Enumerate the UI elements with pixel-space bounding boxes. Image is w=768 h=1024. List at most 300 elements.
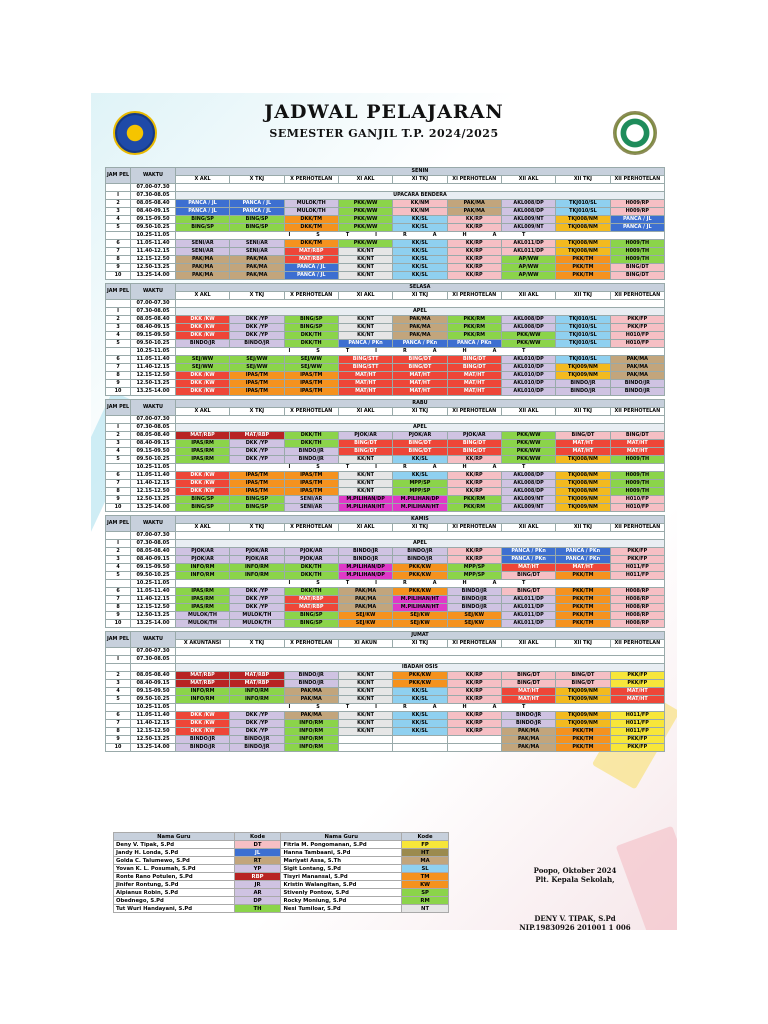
lesson-cell: PKK/TM bbox=[556, 612, 610, 620]
lesson-cell: BING/DT bbox=[393, 440, 447, 448]
lesson-cell: IPAS/TM bbox=[284, 380, 338, 388]
empty-cell bbox=[175, 300, 664, 308]
lesson-cell: IPAS/TM bbox=[230, 480, 284, 488]
lesson-cell: KK/NT bbox=[338, 712, 392, 720]
period-time bbox=[131, 664, 176, 672]
day-name: SENIN bbox=[175, 168, 664, 176]
period-number: 5 bbox=[106, 572, 131, 580]
lesson-cell: M.PILIHAN/HT bbox=[338, 504, 392, 512]
lesson-cell: TKJ009/NM bbox=[556, 720, 610, 728]
lesson-cell: PKK/RM bbox=[447, 496, 501, 504]
lesson-cell: PAK/MA bbox=[230, 272, 284, 280]
lesson-cell: BINDO/JR bbox=[284, 672, 338, 680]
empty-cell bbox=[175, 532, 664, 540]
lesson-cell: PKK/FP bbox=[610, 680, 664, 688]
table-row bbox=[106, 480, 665, 488]
lesson-cell: MAT/HT bbox=[338, 380, 392, 388]
day-block bbox=[105, 515, 665, 628]
lesson-cell: MAT/RBP bbox=[175, 432, 229, 440]
lesson-cell: H009/TH bbox=[610, 480, 664, 488]
period-number: 3 bbox=[106, 556, 131, 564]
table-row bbox=[106, 332, 665, 340]
lesson-cell: IPAS/RM bbox=[175, 456, 229, 464]
class-header-row bbox=[106, 524, 665, 532]
day-name: KAMIS bbox=[175, 516, 664, 524]
lesson-cell: SEJ/KW bbox=[447, 612, 501, 620]
waktu-header: WAKTU bbox=[131, 632, 176, 648]
period-number: 2 bbox=[106, 316, 131, 324]
lesson-cell: PANCA / JL bbox=[284, 264, 338, 272]
lesson-cell: IPAS/TM bbox=[230, 388, 284, 396]
legend-row bbox=[114, 841, 449, 849]
lesson-cell: KK/SL bbox=[393, 248, 447, 256]
lesson-cell: PKK/KW bbox=[393, 672, 447, 680]
schedule-table bbox=[105, 399, 665, 512]
class-header: X PERHOTELAN bbox=[284, 640, 338, 648]
class-header-row bbox=[106, 176, 665, 184]
lesson-cell: AKL009/NT bbox=[501, 224, 555, 232]
lesson-cell: BING/DT bbox=[393, 448, 447, 456]
lesson-cell: SEJ/KW bbox=[393, 620, 447, 628]
period-time: 08.05-08.40 bbox=[131, 672, 176, 680]
day-block bbox=[105, 167, 665, 280]
empty-cell bbox=[175, 648, 664, 656]
lesson-cell: SENI/AR bbox=[175, 248, 229, 256]
lesson-cell: DKK /YP bbox=[230, 316, 284, 324]
lesson-cell: TKJ010/SL bbox=[556, 208, 610, 216]
class-header: XI PERHOTELAN bbox=[447, 408, 501, 416]
table-row bbox=[106, 704, 665, 712]
lesson-cell: AKL010/DP bbox=[501, 356, 555, 364]
table-row bbox=[106, 272, 665, 280]
lesson-cell: BING/DT bbox=[393, 364, 447, 372]
lesson-cell: KK/NT bbox=[338, 720, 392, 728]
teacher-code: JL bbox=[234, 849, 281, 857]
lesson-cell: KK/RP bbox=[447, 556, 501, 564]
lesson-cell: KK/RP bbox=[447, 248, 501, 256]
period-number: 7 bbox=[106, 364, 131, 372]
table-row bbox=[106, 564, 665, 572]
lesson-cell: KK/SL bbox=[393, 696, 447, 704]
class-header: XII AKL bbox=[501, 408, 555, 416]
lesson-cell: IPAS/TM bbox=[284, 472, 338, 480]
period-number: I bbox=[106, 540, 131, 548]
lesson-cell: PKK/WW bbox=[338, 208, 392, 216]
period-time: 08.40-09.15 bbox=[131, 440, 176, 448]
teacher-name: Fitria M. Pongomanan, S.Pd bbox=[281, 841, 402, 849]
table-row bbox=[106, 264, 665, 272]
lesson-cell: IPAS/TM bbox=[284, 488, 338, 496]
teacher-name: Mariyati Assa, S.Th bbox=[281, 857, 402, 865]
lesson-cell: TKJ010/SL bbox=[556, 340, 610, 348]
day-name: JUMAT bbox=[175, 632, 664, 640]
lesson-cell: PAK/MA bbox=[284, 712, 338, 720]
table-row bbox=[106, 216, 665, 224]
lesson-cell: AKL008/DP bbox=[501, 208, 555, 216]
lesson-cell: IPAS/RM bbox=[175, 448, 229, 456]
lesson-cell: BING/DT bbox=[556, 680, 610, 688]
lesson-cell: KK/RP bbox=[447, 264, 501, 272]
lesson-cell: DKK /KW bbox=[175, 316, 229, 324]
lesson-cell: MPP/SP bbox=[393, 488, 447, 496]
table-row bbox=[106, 532, 665, 540]
day-block bbox=[105, 283, 665, 396]
lesson-cell: AP/WW bbox=[501, 272, 555, 280]
period-time: 10.25-11.05 bbox=[131, 704, 176, 712]
table-row bbox=[106, 488, 665, 496]
period-number: 9 bbox=[106, 380, 131, 388]
lesson-cell: BING/SP bbox=[284, 324, 338, 332]
class-header: XI TKJ bbox=[393, 640, 447, 648]
lesson-cell: DKK /KW bbox=[175, 332, 229, 340]
lesson-cell: PKK/TM bbox=[556, 272, 610, 280]
table-row bbox=[106, 556, 665, 564]
lesson-cell: PAK/MA bbox=[501, 744, 555, 752]
lesson-cell: PANCA / PKn bbox=[447, 340, 501, 348]
lesson-cell: PJOK/AR bbox=[393, 432, 447, 440]
table-row bbox=[106, 472, 665, 480]
table-row bbox=[106, 184, 665, 192]
period-number: 3 bbox=[106, 208, 131, 216]
lesson-cell: INFO/RM bbox=[284, 744, 338, 752]
period-time: 11.40-12.15 bbox=[131, 596, 176, 604]
lesson-cell: KK/NT bbox=[338, 688, 392, 696]
lesson-cell: KK/RP bbox=[447, 688, 501, 696]
class-header: X PERHOTELAN bbox=[284, 408, 338, 416]
lesson-cell: TKJ008/NM bbox=[556, 480, 610, 488]
class-header: XII PERHOTELAN bbox=[610, 408, 664, 416]
lesson-cell: TKJ008/NM bbox=[556, 224, 610, 232]
lesson-cell: PANCA / JL bbox=[610, 224, 664, 232]
lesson-cell: TKJ009/NM bbox=[556, 364, 610, 372]
lesson-cell: MULOK/TH bbox=[230, 612, 284, 620]
lesson-cell: PKK/TM bbox=[556, 620, 610, 628]
lesson-cell: AKL008/DP bbox=[501, 200, 555, 208]
lesson-cell: H009/TH bbox=[610, 256, 664, 264]
period-number: 2 bbox=[106, 672, 131, 680]
lesson-cell: DKK/TH bbox=[284, 432, 338, 440]
lesson-cell: KK/NT bbox=[338, 696, 392, 704]
legend-header-cell: Nama Guru bbox=[281, 833, 402, 841]
lesson-cell: MAT/HT bbox=[610, 688, 664, 696]
class-header: XII AKL bbox=[501, 292, 555, 300]
lesson-cell: PKK/TM bbox=[556, 596, 610, 604]
teacher-name: Stivenly Pontow, S.Pd bbox=[281, 889, 402, 897]
lesson-cell: AKL008/DP bbox=[501, 324, 555, 332]
lesson-cell: KK/RP bbox=[447, 672, 501, 680]
lesson-cell: PAK/MA bbox=[338, 604, 392, 612]
lesson-cell: TKJ010/SL bbox=[556, 332, 610, 340]
lesson-cell: PKK/FP bbox=[610, 548, 664, 556]
lesson-cell: DKK /KW bbox=[175, 488, 229, 496]
lesson-cell: BINDO/JR bbox=[338, 556, 392, 564]
lesson-cell: KK/NT bbox=[338, 472, 392, 480]
lesson-cell: KK/SL bbox=[393, 456, 447, 464]
lesson-cell: BING/DT bbox=[501, 680, 555, 688]
lesson-cell: SEJ/KW bbox=[338, 620, 392, 628]
lesson-cell: H011/FP bbox=[610, 720, 664, 728]
lesson-cell: MAT/RBP bbox=[284, 604, 338, 612]
lesson-cell: IPAS/TM bbox=[230, 372, 284, 380]
lesson-cell: MAT/HT bbox=[393, 380, 447, 388]
lesson-cell: BINDO/JR bbox=[447, 604, 501, 612]
period-number: 6 bbox=[106, 240, 131, 248]
lesson-cell: PKK/WW bbox=[338, 224, 392, 232]
period-number bbox=[106, 664, 131, 672]
lesson-cell: PANCA / PKn bbox=[393, 340, 447, 348]
lesson-cell: KK/RP bbox=[447, 272, 501, 280]
lesson-cell: H008/RP bbox=[610, 612, 664, 620]
lesson-cell: KK/SL bbox=[393, 256, 447, 264]
lesson-cell: BING/DT bbox=[501, 672, 555, 680]
lesson-cell: H009/TH bbox=[610, 488, 664, 496]
place-date: Poopo, Oktober 2024 bbox=[533, 866, 617, 875]
legend-row bbox=[114, 905, 449, 913]
teacher-code: MA bbox=[402, 857, 449, 865]
lesson-cell: DKK /YP bbox=[230, 596, 284, 604]
lesson-cell: KK/RP bbox=[447, 712, 501, 720]
lesson-cell: TKJ008/NM bbox=[556, 248, 610, 256]
lesson-cell: DKK /KW bbox=[175, 712, 229, 720]
lesson-cell: SENI/AR bbox=[175, 240, 229, 248]
class-header: XII AKL bbox=[501, 176, 555, 184]
lesson-cell: PKK/TM bbox=[556, 264, 610, 272]
lesson-cell: INFO/RM bbox=[284, 720, 338, 728]
jam-header: JAM PEL bbox=[106, 400, 131, 416]
lesson-cell: AKL008/DP bbox=[501, 472, 555, 480]
lesson-cell: PJOK/AR bbox=[230, 548, 284, 556]
lesson-cell: PANCA / JL bbox=[175, 200, 229, 208]
teacher-name: Sigit Lontang, S.Pd bbox=[281, 865, 402, 873]
lesson-cell: KK/RP bbox=[447, 696, 501, 704]
period-time: 08.40-09.15 bbox=[131, 556, 176, 564]
page-title: JADWAL PELAJARAN bbox=[264, 101, 504, 123]
period-number: 4 bbox=[106, 216, 131, 224]
period-number: I bbox=[106, 656, 131, 664]
activity-label: IBADAH OSIS bbox=[175, 664, 664, 672]
lesson-cell: PKK/FP bbox=[610, 324, 664, 332]
table-row bbox=[106, 248, 665, 256]
table-row bbox=[106, 232, 665, 240]
lesson-cell: MULOK/TH bbox=[175, 612, 229, 620]
lesson-cell: KK/RP bbox=[447, 472, 501, 480]
lesson-cell: AKL009/NT bbox=[501, 216, 555, 224]
teacher-code: SP bbox=[402, 889, 449, 897]
class-header: X TKJ bbox=[230, 408, 284, 416]
lesson-cell: MAT/RBP bbox=[230, 680, 284, 688]
jam-header: JAM PEL bbox=[106, 516, 131, 532]
class-header: X AKL bbox=[175, 292, 229, 300]
lesson-cell: BINDO/JR bbox=[501, 712, 555, 720]
lesson-cell: SEJ/WW bbox=[284, 356, 338, 364]
activity-label: APEL bbox=[175, 424, 664, 432]
period-number: 10 bbox=[106, 388, 131, 396]
lesson-cell: H011/FP bbox=[610, 564, 664, 572]
lesson-cell: BINDO/JR bbox=[610, 380, 664, 388]
period-number bbox=[106, 184, 131, 192]
period-number: 3 bbox=[106, 680, 131, 688]
waktu-header: WAKTU bbox=[131, 168, 176, 184]
lesson-cell: IPAS/TM bbox=[230, 472, 284, 480]
activity-label: APEL bbox=[175, 540, 664, 548]
lesson-cell: AKL011/DP bbox=[501, 240, 555, 248]
lesson-cell: PJOK/AR bbox=[284, 548, 338, 556]
lesson-cell: MAT/HT bbox=[447, 372, 501, 380]
lesson-cell: KK/SL bbox=[393, 728, 447, 736]
class-header: XI AKL bbox=[338, 524, 392, 532]
signature-block bbox=[495, 866, 655, 930]
period-number: 8 bbox=[106, 256, 131, 264]
table-row bbox=[106, 192, 665, 200]
class-header: XI PERHOTELAN bbox=[447, 524, 501, 532]
signer-role: Plt. Kepala Sekolah, bbox=[535, 875, 615, 884]
table-row bbox=[106, 208, 665, 216]
lesson-cell: M.PILIHAN/DP bbox=[338, 572, 392, 580]
lesson-cell: KK/SL bbox=[393, 272, 447, 280]
lesson-cell: PANCA / PKn bbox=[556, 556, 610, 564]
period-number: 5 bbox=[106, 456, 131, 464]
period-time: 10.25-11.05 bbox=[131, 580, 176, 588]
lesson-cell: MAT/HT bbox=[556, 440, 610, 448]
lesson-cell: PAK/MA bbox=[230, 256, 284, 264]
lesson-cell: INFO/RM bbox=[175, 696, 229, 704]
lesson-cell: PKK/WW bbox=[338, 200, 392, 208]
lesson-cell: AKL009/NT bbox=[501, 496, 555, 504]
lesson-cell bbox=[447, 744, 501, 752]
lesson-cell: MAT/RBP bbox=[175, 672, 229, 680]
lesson-cell: BINDO/JR bbox=[556, 388, 610, 396]
class-header: X AKL bbox=[175, 176, 229, 184]
legend-row bbox=[114, 849, 449, 857]
empty-cell bbox=[175, 184, 664, 192]
lesson-cell: PANCA / JL bbox=[175, 208, 229, 216]
lesson-cell: PKK/WW bbox=[501, 432, 555, 440]
lesson-cell: PANCA / PKn bbox=[501, 556, 555, 564]
period-number: 7 bbox=[106, 596, 131, 604]
period-time: 07.00-07.30 bbox=[131, 532, 176, 540]
period-time: 10.25-11.05 bbox=[131, 232, 176, 240]
lesson-cell: H009/TH bbox=[610, 248, 664, 256]
lesson-cell: PKK/WW bbox=[338, 240, 392, 248]
period-time: 09.50-10.25 bbox=[131, 572, 176, 580]
period-time: 09.50-10.25 bbox=[131, 696, 176, 704]
class-header: XI AKL bbox=[338, 408, 392, 416]
period-number: 5 bbox=[106, 696, 131, 704]
period-number bbox=[106, 348, 131, 356]
teacher-name: Deny V. Tipak, S.Pd bbox=[114, 841, 235, 849]
lesson-cell: IPAS/TM bbox=[284, 388, 338, 396]
lesson-cell: MAT/HT bbox=[338, 372, 392, 380]
lesson-cell: MAT/HT bbox=[556, 448, 610, 456]
class-header-row bbox=[106, 640, 665, 648]
lesson-cell: IPAS/TM bbox=[230, 488, 284, 496]
period-time: 12.15-12.50 bbox=[131, 372, 176, 380]
lesson-cell: MAT/HT bbox=[610, 440, 664, 448]
lesson-cell: KK/SL bbox=[393, 264, 447, 272]
teacher-name: Ronte Rano Potulen, S.Pd bbox=[114, 873, 235, 881]
period-time: 07.00-07.30 bbox=[131, 416, 176, 424]
lesson-cell: TKJ010/SL bbox=[556, 356, 610, 364]
period-time: 09.15-09.50 bbox=[131, 332, 176, 340]
period-time: 08.40-09.15 bbox=[131, 324, 176, 332]
lesson-cell: KK/SL bbox=[393, 712, 447, 720]
lesson-cell: SEJ/KW bbox=[338, 612, 392, 620]
lesson-cell: SENI/AR bbox=[284, 504, 338, 512]
lesson-cell bbox=[393, 744, 447, 752]
lesson-cell: BINDO/JR bbox=[230, 744, 284, 752]
period-number: 4 bbox=[106, 448, 131, 456]
class-header: XII TKJ bbox=[556, 640, 610, 648]
lesson-cell: BING/SP bbox=[175, 504, 229, 512]
empty-cell bbox=[175, 656, 664, 664]
period-time: 07.30-08.05 bbox=[131, 656, 176, 664]
period-time: 12.15-12.50 bbox=[131, 728, 176, 736]
lesson-cell: H011/FP bbox=[610, 712, 664, 720]
lesson-cell: TKJ009/NM bbox=[556, 504, 610, 512]
lesson-cell: BING/DT bbox=[447, 448, 501, 456]
period-time: 08.05-08.40 bbox=[131, 432, 176, 440]
table-row bbox=[106, 728, 665, 736]
teacher-code: RT bbox=[234, 857, 281, 865]
lesson-cell: KK/SL bbox=[393, 240, 447, 248]
class-header: X TKJ bbox=[230, 524, 284, 532]
lesson-cell: KK/RP bbox=[447, 680, 501, 688]
table-row bbox=[106, 308, 665, 316]
period-time: 13.25-14.00 bbox=[131, 388, 176, 396]
lesson-cell: INFO/RM bbox=[230, 696, 284, 704]
lesson-cell: BINDO/JR bbox=[284, 456, 338, 464]
break-label: ISTIRAHAT bbox=[175, 348, 664, 356]
period-time: 10.25-11.05 bbox=[131, 464, 176, 472]
class-header: XII PERHOTELAN bbox=[610, 292, 664, 300]
period-number: 5 bbox=[106, 340, 131, 348]
lesson-cell: PKK/TM bbox=[556, 728, 610, 736]
table-row bbox=[106, 648, 665, 656]
lesson-cell: PKK/RM bbox=[447, 324, 501, 332]
lesson-cell: SEJ/WW bbox=[284, 364, 338, 372]
lesson-cell: MULOK/TH bbox=[230, 620, 284, 628]
lesson-cell bbox=[447, 736, 501, 744]
period-time: 12.50-13.25 bbox=[131, 612, 176, 620]
lesson-cell: H010/FP bbox=[610, 496, 664, 504]
lesson-cell: PANCA / PKn bbox=[338, 340, 392, 348]
lesson-cell: PKK/TM bbox=[556, 572, 610, 580]
day-name: SELASA bbox=[175, 284, 664, 292]
lesson-cell: DKK/TM bbox=[284, 224, 338, 232]
period-number bbox=[106, 648, 131, 656]
lesson-cell: PAK/MA bbox=[230, 264, 284, 272]
lesson-cell: BINDO/JR bbox=[175, 744, 229, 752]
table-row bbox=[106, 504, 665, 512]
lesson-cell: BINDO/JR bbox=[175, 340, 229, 348]
legend-header-cell: Nama Guru bbox=[114, 833, 235, 841]
table-row bbox=[106, 416, 665, 424]
lesson-cell: BING/STT bbox=[338, 364, 392, 372]
lesson-cell: PJOK/AR bbox=[230, 556, 284, 564]
teacher-code: FP bbox=[402, 841, 449, 849]
lesson-cell: AKL011/DP bbox=[501, 604, 555, 612]
lesson-cell: MULOK/TH bbox=[175, 620, 229, 628]
class-header: XII AKL bbox=[501, 640, 555, 648]
table-row bbox=[106, 388, 665, 396]
lesson-cell: MAT/HT bbox=[393, 388, 447, 396]
class-header: XI PERHOTELAN bbox=[447, 640, 501, 648]
lesson-cell: BING/SP bbox=[175, 216, 229, 224]
lesson-cell: PAK/MA bbox=[393, 316, 447, 324]
table-row bbox=[106, 432, 665, 440]
lesson-cell: MAT/HT bbox=[393, 372, 447, 380]
lesson-cell: DKK /YP bbox=[230, 448, 284, 456]
